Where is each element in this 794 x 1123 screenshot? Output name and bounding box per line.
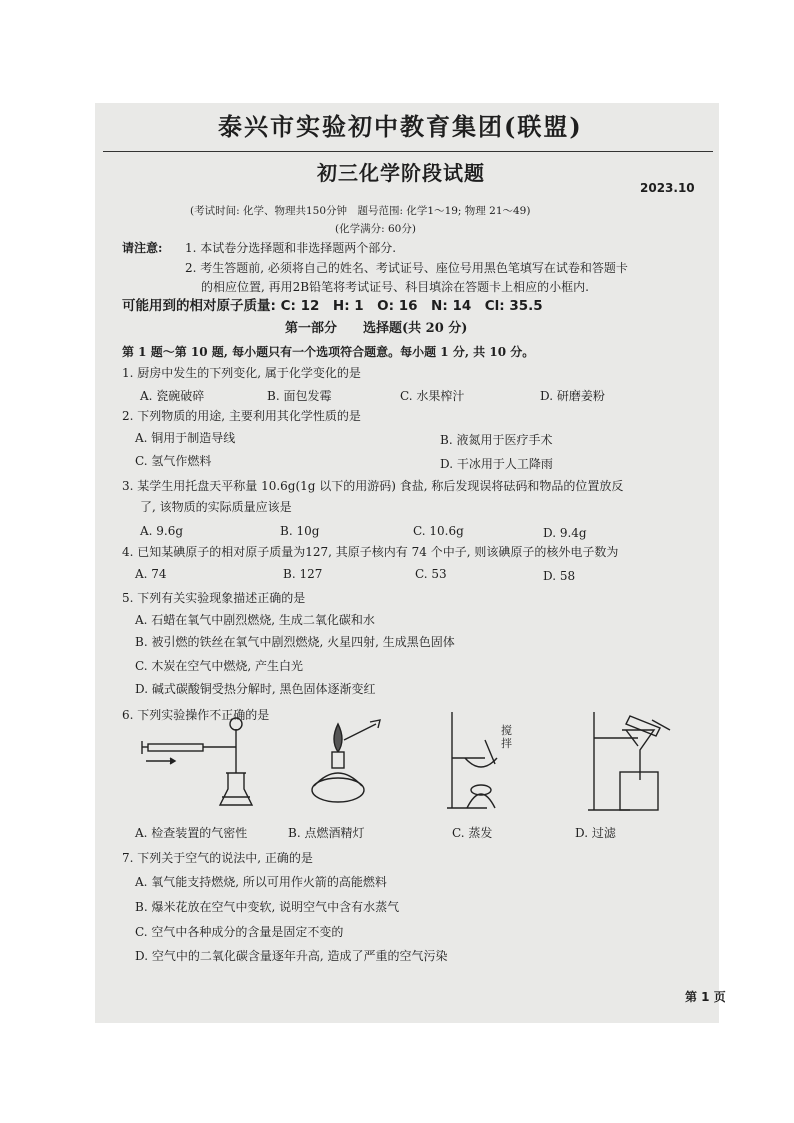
q1-option-b: B. 面包发霉 — [267, 389, 332, 403]
q6-option-a: A. 检查装置的气密性 — [135, 826, 248, 840]
q2-option-c: C. 氢气作燃料 — [135, 454, 212, 468]
stir-label: 搅拌 — [501, 724, 512, 750]
apparatus-figures — [125, 710, 705, 844]
airtightness-apparatus-icon — [140, 715, 255, 810]
q6-option-d: D. 过滤 — [575, 826, 616, 840]
q7-option-d: D. 空气中的二氧化碳含量逐年升高, 造成了严重的空气污染 — [135, 949, 448, 963]
q5-option-c: C. 木炭在空气中燃烧, 产生白光 — [135, 659, 304, 673]
q5-option-b: B. 被引燃的铁丝在氧气中剧烈燃烧, 火星四射, 生成黑色固体 — [135, 635, 455, 649]
exam-paper — [95, 103, 726, 1023]
exam-title: 初三化学阶段试题 — [317, 161, 485, 185]
q6-option-b: B. 点燃酒精灯 — [288, 826, 365, 840]
question-6-stem: 6. 下列实验操作不正确的是 — [122, 708, 270, 722]
notice-item-1: 1. 本试卷分选择题和非选择题两个部分. — [185, 241, 397, 255]
header-divider — [103, 151, 713, 152]
q3-option-a: A. 9.6g — [140, 524, 184, 538]
q3-option-c: C. 10.6g — [413, 524, 464, 538]
q4-option-b: B. 127 — [283, 567, 323, 581]
question-5-stem: 5. 下列有关实验现象描述正确的是 — [122, 591, 306, 605]
q7-option-a: A. 氧气能支持燃烧, 所以可用作火箭的高能燃料 — [135, 875, 387, 889]
q5-option-d: D. 碱式碳酸铜受热分解时, 黑色固体逐渐变红 — [135, 682, 376, 696]
school-name: 泰兴市实验初中教育集团(联盟) — [218, 112, 583, 141]
section-instruction: 第 1 题～第 10 题, 每小题只有一个选项符合题意。每小题 1 分, 共 10 分。 — [122, 345, 535, 359]
page-number: 第 1 页 — [685, 990, 726, 1004]
exam-date: 2023.10 — [640, 181, 695, 195]
q1-option-a: A. 瓷碗破碎 — [140, 389, 205, 403]
section-title: 第一部分 选择题(共 20 分) — [285, 321, 468, 336]
question-3-stem: 3. 某学生用托盘天平称量 10.6g(1g 以下的用游码) 食盐, 称后发现误将砝码和物品的位置放反 — [122, 479, 624, 493]
full-score: (化学满分: 60分) — [335, 223, 416, 235]
q1-option-c: C. 水果榨汁 — [400, 389, 465, 403]
q4-option-a: A. 74 — [135, 567, 167, 581]
filtration-apparatus-icon — [580, 710, 690, 815]
q7-option-b: B. 爆米花放在空气中变软, 说明空气中含有水蒸气 — [135, 900, 400, 914]
notice-item-2a: 2. 考生答题前, 必须将自己的姓名、考试证号、座位号用黑色笔填写在试卷和答题卡 — [185, 261, 628, 275]
question-1-stem: 1. 厨房中发生的下列变化, 属于化学变化的是 — [122, 366, 361, 380]
q4-option-c: C. 53 — [415, 567, 447, 581]
question-4-stem: 4. 已知某碘原子的相对原子质量为127, 其原子核内有 74 个中子, 则该碘原子的核外电子数为 — [122, 545, 619, 559]
atomic-masses: 可能用到的相对原子质量: C: 12 H: 1 O: 16 N: 14 Cl: 35.5 — [122, 298, 543, 314]
question-2-stem: 2. 下列物质的用途, 主要利用其化学性质的是 — [122, 409, 361, 423]
exam-time: (考试时间: 化学、物理共150分钟 题号范围: 化学1～19; 物理 21～49) — [190, 205, 531, 217]
alcohol-lamp-icon — [300, 710, 385, 810]
q5-option-a: A. 石蜡在氧气中剧烈燃烧, 生成二氧化碳和水 — [135, 613, 375, 627]
q3-option-b: B. 10g — [280, 524, 320, 538]
q1-option-d: D. 研磨姜粉 — [540, 389, 605, 403]
notice-label: 请注意: — [122, 241, 163, 255]
q2-option-d: D. 干冰用于人工降雨 — [440, 457, 553, 471]
question-3-stem-cont: 了, 该物质的实际质量应该是 — [140, 500, 292, 514]
notice-item-2b: 的相应位置, 再用2B铅笔将考试证号、科目填涂在答题卡上相应的小框内. — [201, 280, 589, 294]
q2-option-a: A. 铜用于制造导线 — [135, 431, 236, 445]
q6-option-c: C. 蒸发 — [452, 826, 493, 840]
q4-option-d: D. 58 — [543, 569, 576, 583]
q2-option-b: B. 液氮用于医疗手术 — [440, 433, 553, 447]
question-7-stem: 7. 下列关于空气的说法中, 正确的是 — [122, 851, 313, 865]
q3-option-d: D. 9.4g — [543, 526, 587, 540]
evaporation-apparatus-icon — [437, 710, 532, 815]
q7-option-c: C. 空气中各种成分的含量是固定不变的 — [135, 925, 344, 939]
